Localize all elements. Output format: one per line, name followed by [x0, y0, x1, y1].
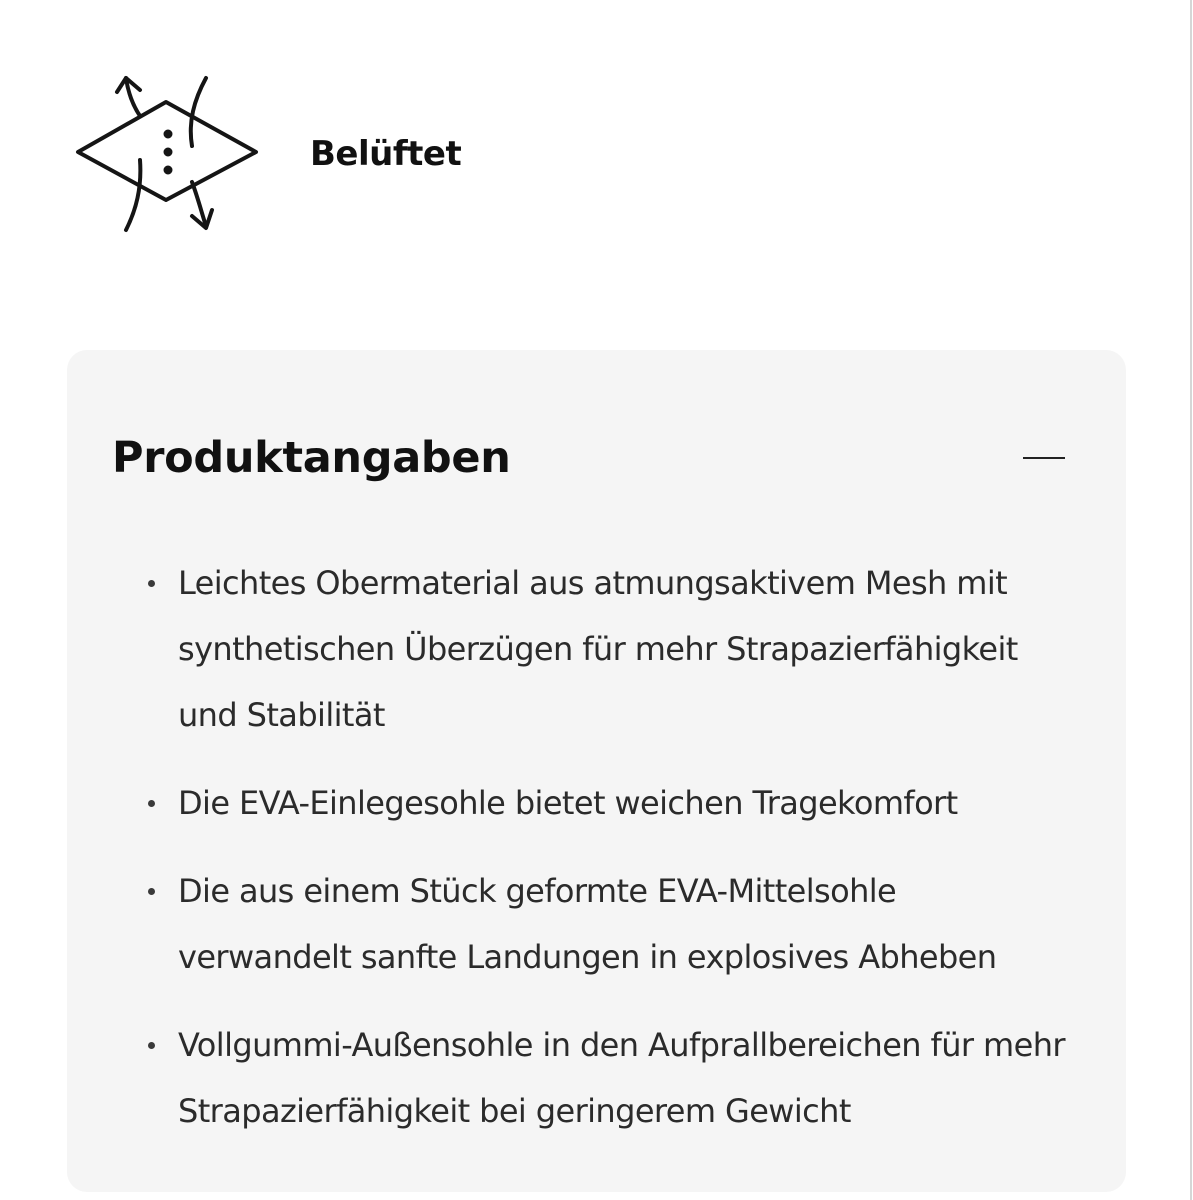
- list-item: Die aus einem Stück geformte EVA-Mittelsohle verwandelt sanfte Landungen in explosives Abheben: [147, 858, 1077, 990]
- ventilation-icon: [70, 64, 266, 236]
- list-item: Leichtes Obermaterial aus atmungsaktivem Mesh mit synthetischen Überzügen für mehr Strapazierfähigkeit und Stabilität: [147, 550, 1077, 748]
- scroll-edge: [1190, 0, 1192, 1200]
- feature-label: Belüftet: [310, 134, 462, 174]
- product-details-accordion: [67, 350, 1126, 1192]
- product-features-list: [147, 550, 1077, 1166]
- product-details-header[interactable]: [112, 430, 1052, 486]
- list-item: Die EVA-Einlegesohle bietet weichen Tragekomfort: [147, 770, 1077, 836]
- list-item: Vollgummi-Außensohle in den Aufprallbereichen für mehr Strapazierfähigkeit bei geringerem Gewicht: [147, 1012, 1077, 1144]
- minus-icon[interactable]: [1022, 436, 1066, 480]
- product-details-title: Produktangaben: [112, 433, 511, 483]
- feature-ventilated: [70, 60, 461, 240]
